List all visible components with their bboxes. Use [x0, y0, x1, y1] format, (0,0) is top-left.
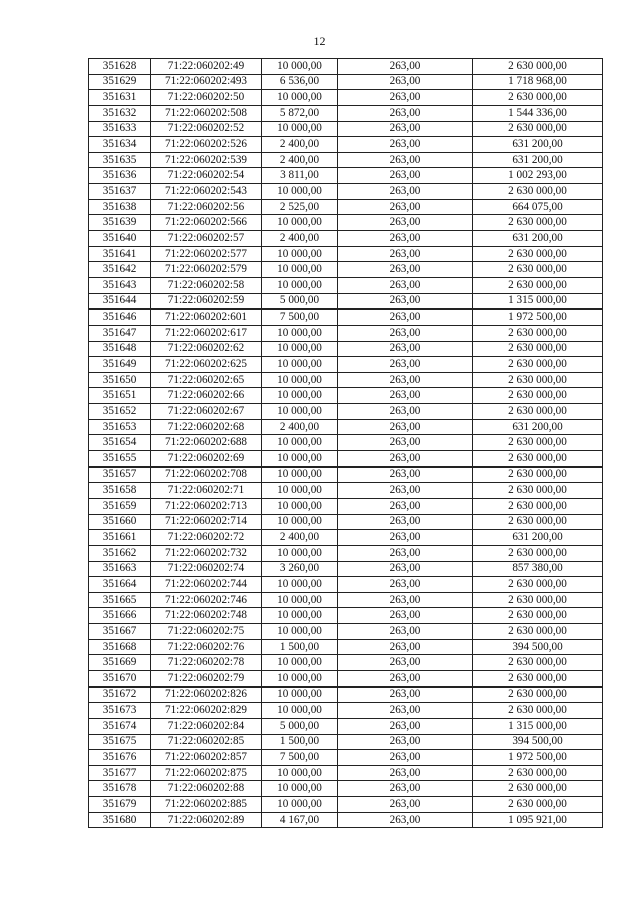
rate-cell: 263,00: [338, 184, 473, 200]
area-cell: 1 500,00: [262, 639, 338, 655]
rate-cell: 263,00: [338, 718, 473, 734]
rate-cell: 263,00: [338, 750, 473, 766]
table-row: [89, 781, 603, 797]
cadastral-number-cell: 71:22:060202:857: [151, 750, 262, 766]
cadastral-number-cell: 71:22:060202:69: [151, 451, 262, 467]
record-id-cell: 351672: [89, 687, 151, 703]
record-id-cell: 351638: [89, 199, 151, 215]
record-id-cell: 351639: [89, 215, 151, 231]
rate-cell: 263,00: [338, 137, 473, 153]
area-cell: 10 000,00: [262, 592, 338, 608]
cadastral-number-cell: 71:22:060202:543: [151, 184, 262, 200]
rate-cell: 263,00: [338, 246, 473, 262]
total-value-cell: 2 630 000,00: [473, 687, 603, 703]
record-id-cell: 351653: [89, 419, 151, 435]
total-value-cell: 631 200,00: [473, 137, 603, 153]
rate-cell: 263,00: [338, 561, 473, 577]
record-id-cell: 351673: [89, 703, 151, 719]
rate-cell: 263,00: [338, 467, 473, 483]
rate-cell: 263,00: [338, 703, 473, 719]
cadastral-number-cell: 71:22:060202:829: [151, 703, 262, 719]
table-row: [89, 309, 603, 325]
cadastral-number-cell: 71:22:060202:74: [151, 561, 262, 577]
area-cell: 10 000,00: [262, 781, 338, 797]
record-id-cell: 351637: [89, 184, 151, 200]
table-row: [89, 812, 603, 828]
rate-cell: 263,00: [338, 277, 473, 293]
rate-cell: 263,00: [338, 734, 473, 750]
cadastral-number-cell: 71:22:060202:566: [151, 215, 262, 231]
area-cell: 2 400,00: [262, 231, 338, 247]
total-value-cell: 2 630 000,00: [473, 404, 603, 420]
rate-cell: 263,00: [338, 90, 473, 106]
record-id-cell: 351640: [89, 231, 151, 247]
total-value-cell: 2 630 000,00: [473, 467, 603, 483]
rate-cell: 263,00: [338, 419, 473, 435]
cadastral-number-cell: 71:22:060202:688: [151, 435, 262, 451]
rate-cell: 263,00: [338, 262, 473, 278]
table-row: [89, 483, 603, 499]
cadastral-number-cell: 71:22:060202:577: [151, 246, 262, 262]
area-cell: 7 500,00: [262, 309, 338, 325]
area-cell: 10 000,00: [262, 624, 338, 640]
rate-cell: 263,00: [338, 577, 473, 593]
record-id-cell: 351649: [89, 357, 151, 373]
record-id-cell: 351662: [89, 545, 151, 561]
record-id-cell: 351628: [89, 59, 151, 75]
area-cell: 10 000,00: [262, 277, 338, 293]
rate-cell: 263,00: [338, 514, 473, 530]
table-body: [89, 59, 603, 828]
record-id-cell: 351648: [89, 341, 151, 357]
area-cell: 2 400,00: [262, 530, 338, 546]
table-row: [89, 514, 603, 530]
cadastral-number-cell: 71:22:060202:50: [151, 90, 262, 106]
cadastral-number-cell: 71:22:060202:89: [151, 812, 262, 828]
table-row: [89, 451, 603, 467]
cadastral-number-cell: 71:22:060202:617: [151, 325, 262, 341]
rate-cell: 263,00: [338, 687, 473, 703]
rate-cell: 263,00: [338, 812, 473, 828]
cadastral-number-cell: 71:22:060202:79: [151, 670, 262, 686]
total-value-cell: 1 002 293,00: [473, 168, 603, 184]
total-value-cell: 2 630 000,00: [473, 514, 603, 530]
table-row: [89, 670, 603, 686]
table-row: [89, 419, 603, 435]
record-id-cell: 351678: [89, 781, 151, 797]
table-row: [89, 750, 603, 766]
record-id-cell: 351661: [89, 530, 151, 546]
area-cell: 2 400,00: [262, 152, 338, 168]
cadastral-number-cell: 71:22:060202:54: [151, 168, 262, 184]
area-cell: 6 536,00: [262, 74, 338, 90]
area-cell: 10 000,00: [262, 372, 338, 388]
cadastral-number-cell: 71:22:060202:72: [151, 530, 262, 546]
record-id-cell: 351652: [89, 404, 151, 420]
record-id-cell: 351642: [89, 262, 151, 278]
total-value-cell: 2 630 000,00: [473, 246, 603, 262]
total-value-cell: 2 630 000,00: [473, 483, 603, 499]
cadastral-number-cell: 71:22:060202:579: [151, 262, 262, 278]
cadastral-number-cell: 71:22:060202:62: [151, 341, 262, 357]
table-row: [89, 388, 603, 404]
cadastral-number-cell: 71:22:060202:885: [151, 797, 262, 813]
area-cell: 10 000,00: [262, 498, 338, 514]
rate-cell: 263,00: [338, 152, 473, 168]
area-cell: 10 000,00: [262, 357, 338, 373]
record-id-cell: 351632: [89, 105, 151, 121]
total-value-cell: 2 630 000,00: [473, 498, 603, 514]
table-row: [89, 639, 603, 655]
rate-cell: 263,00: [338, 545, 473, 561]
table-row: [89, 137, 603, 153]
rate-cell: 263,00: [338, 608, 473, 624]
record-id-cell: 351663: [89, 561, 151, 577]
total-value-cell: 2 630 000,00: [473, 608, 603, 624]
record-id-cell: 351634: [89, 137, 151, 153]
table-row: [89, 59, 603, 75]
total-value-cell: 2 630 000,00: [473, 184, 603, 200]
record-id-cell: 351674: [89, 718, 151, 734]
table-row: [89, 545, 603, 561]
total-value-cell: 1 718 968,00: [473, 74, 603, 90]
cadastral-number-cell: 71:22:060202:826: [151, 687, 262, 703]
total-value-cell: 2 630 000,00: [473, 121, 603, 137]
cadastral-number-cell: 71:22:060202:508: [151, 105, 262, 121]
area-cell: 3 260,00: [262, 561, 338, 577]
rate-cell: 263,00: [338, 231, 473, 247]
page-number: 12: [313, 34, 326, 48]
total-value-cell: 1 972 500,00: [473, 309, 603, 325]
area-cell: 10 000,00: [262, 404, 338, 420]
table-row: [89, 608, 603, 624]
total-value-cell: 2 630 000,00: [473, 277, 603, 293]
total-value-cell: 2 630 000,00: [473, 388, 603, 404]
cadastral-number-cell: 71:22:060202:708: [151, 467, 262, 483]
area-cell: 7 500,00: [262, 750, 338, 766]
rate-cell: 263,00: [338, 309, 473, 325]
cadastral-number-cell: 71:22:060202:78: [151, 655, 262, 671]
record-id-cell: 351650: [89, 372, 151, 388]
record-id-cell: 351660: [89, 514, 151, 530]
table-row: [89, 718, 603, 734]
cadastral-number-cell: 71:22:060202:526: [151, 137, 262, 153]
rate-cell: 263,00: [338, 498, 473, 514]
rate-cell: 263,00: [338, 168, 473, 184]
cadastral-number-cell: 71:22:060202:601: [151, 309, 262, 325]
cadastral-number-cell: 71:22:060202:52: [151, 121, 262, 137]
table-row: [89, 404, 603, 420]
cadastral-number-cell: 71:22:060202:66: [151, 388, 262, 404]
area-cell: 5 000,00: [262, 718, 338, 734]
cadastral-number-cell: 71:22:060202:539: [151, 152, 262, 168]
cadastral-number-cell: 71:22:060202:58: [151, 277, 262, 293]
total-value-cell: 2 630 000,00: [473, 435, 603, 451]
rate-cell: 263,00: [338, 199, 473, 215]
total-value-cell: 2 630 000,00: [473, 215, 603, 231]
area-cell: 10 000,00: [262, 388, 338, 404]
table-row: [89, 168, 603, 184]
record-id-cell: 351668: [89, 639, 151, 655]
rate-cell: 263,00: [338, 121, 473, 137]
table-row: [89, 293, 603, 309]
record-id-cell: 351680: [89, 812, 151, 828]
record-id-cell: 351676: [89, 750, 151, 766]
total-value-cell: 1 972 500,00: [473, 750, 603, 766]
cadastral-number-cell: 71:22:060202:75: [151, 624, 262, 640]
rate-cell: 263,00: [338, 655, 473, 671]
record-id-cell: 351631: [89, 90, 151, 106]
area-cell: 10 000,00: [262, 435, 338, 451]
record-id-cell: 351666: [89, 608, 151, 624]
cadastral-number-cell: 71:22:060202:49: [151, 59, 262, 75]
total-value-cell: 664 075,00: [473, 199, 603, 215]
rate-cell: 263,00: [338, 215, 473, 231]
total-value-cell: 1 315 000,00: [473, 718, 603, 734]
cadastral-number-cell: 71:22:060202:732: [151, 545, 262, 561]
total-value-cell: 1 544 336,00: [473, 105, 603, 121]
area-cell: 2 400,00: [262, 137, 338, 153]
area-cell: 4 167,00: [262, 812, 338, 828]
record-id-cell: 351641: [89, 246, 151, 262]
area-cell: 2 525,00: [262, 199, 338, 215]
table-row: [89, 577, 603, 593]
area-cell: 5 872,00: [262, 105, 338, 121]
area-cell: 10 000,00: [262, 514, 338, 530]
total-value-cell: 2 630 000,00: [473, 545, 603, 561]
total-value-cell: 2 630 000,00: [473, 341, 603, 357]
cadastral-number-cell: 71:22:060202:875: [151, 765, 262, 781]
rate-cell: 263,00: [338, 797, 473, 813]
area-cell: 10 000,00: [262, 59, 338, 75]
total-value-cell: 2 630 000,00: [473, 703, 603, 719]
table-row: [89, 105, 603, 121]
table-row: [89, 530, 603, 546]
cadastral-number-cell: 71:22:060202:88: [151, 781, 262, 797]
rate-cell: 263,00: [338, 592, 473, 608]
cadastral-number-cell: 71:22:060202:493: [151, 74, 262, 90]
table-row: [89, 231, 603, 247]
total-value-cell: 631 200,00: [473, 530, 603, 546]
cadastral-number-cell: 71:22:060202:714: [151, 514, 262, 530]
area-cell: 5 000,00: [262, 293, 338, 309]
cadastral-number-cell: 71:22:060202:746: [151, 592, 262, 608]
total-value-cell: 1 315 000,00: [473, 293, 603, 309]
record-id-cell: 351667: [89, 624, 151, 640]
total-value-cell: 2 630 000,00: [473, 357, 603, 373]
cadastral-number-cell: 71:22:060202:56: [151, 199, 262, 215]
rate-cell: 263,00: [338, 530, 473, 546]
record-id-cell: 351646: [89, 309, 151, 325]
area-cell: 10 000,00: [262, 121, 338, 137]
total-value-cell: 2 630 000,00: [473, 325, 603, 341]
cadastral-number-cell: 71:22:060202:57: [151, 231, 262, 247]
table-row: [89, 357, 603, 373]
table-row: [89, 687, 603, 703]
rate-cell: 263,00: [338, 435, 473, 451]
area-cell: 10 000,00: [262, 262, 338, 278]
area-cell: 10 000,00: [262, 451, 338, 467]
table-row: [89, 467, 603, 483]
total-value-cell: 631 200,00: [473, 152, 603, 168]
area-cell: 1 500,00: [262, 734, 338, 750]
record-id-cell: 351635: [89, 152, 151, 168]
area-cell: 10 000,00: [262, 765, 338, 781]
table-row: [89, 655, 603, 671]
table-row: [89, 734, 603, 750]
area-cell: 10 000,00: [262, 545, 338, 561]
total-value-cell: 857 380,00: [473, 561, 603, 577]
table-row: [89, 199, 603, 215]
record-id-cell: 351644: [89, 293, 151, 309]
table-row: [89, 797, 603, 813]
rate-cell: 263,00: [338, 372, 473, 388]
table-row: [89, 435, 603, 451]
cadastral-number-cell: 71:22:060202:744: [151, 577, 262, 593]
table-row: [89, 184, 603, 200]
record-id-cell: 351670: [89, 670, 151, 686]
record-id-cell: 351654: [89, 435, 151, 451]
total-value-cell: 2 630 000,00: [473, 451, 603, 467]
total-value-cell: 2 630 000,00: [473, 765, 603, 781]
record-id-cell: 351636: [89, 168, 151, 184]
rate-cell: 263,00: [338, 781, 473, 797]
cadastral-number-cell: 71:22:060202:85: [151, 734, 262, 750]
cadastral-number-cell: 71:22:060202:59: [151, 293, 262, 309]
rate-cell: 263,00: [338, 59, 473, 75]
table-row: [89, 121, 603, 137]
area-cell: 10 000,00: [262, 325, 338, 341]
rate-cell: 263,00: [338, 404, 473, 420]
table-row: [89, 152, 603, 168]
record-id-cell: 351677: [89, 765, 151, 781]
cadastral-number-cell: 71:22:060202:67: [151, 404, 262, 420]
record-id-cell: 351633: [89, 121, 151, 137]
area-cell: 10 000,00: [262, 670, 338, 686]
table-row: [89, 372, 603, 388]
area-cell: 10 000,00: [262, 90, 338, 106]
record-id-cell: 351655: [89, 451, 151, 467]
rate-cell: 263,00: [338, 293, 473, 309]
total-value-cell: 2 630 000,00: [473, 670, 603, 686]
rate-cell: 263,00: [338, 357, 473, 373]
cadastral-number-cell: 71:22:060202:68: [151, 419, 262, 435]
rate-cell: 263,00: [338, 624, 473, 640]
rate-cell: 263,00: [338, 765, 473, 781]
table-row: [89, 498, 603, 514]
table-row: [89, 262, 603, 278]
total-value-cell: 631 200,00: [473, 231, 603, 247]
table-row: [89, 624, 603, 640]
area-cell: 10 000,00: [262, 215, 338, 231]
rate-cell: 263,00: [338, 483, 473, 499]
table-row: [89, 90, 603, 106]
area-cell: 10 000,00: [262, 655, 338, 671]
cadastral-number-cell: 71:22:060202:71: [151, 483, 262, 499]
total-value-cell: 2 630 000,00: [473, 592, 603, 608]
total-value-cell: 2 630 000,00: [473, 262, 603, 278]
total-value-cell: 2 630 000,00: [473, 781, 603, 797]
record-id-cell: 351679: [89, 797, 151, 813]
area-cell: 2 400,00: [262, 419, 338, 435]
record-id-cell: 351659: [89, 498, 151, 514]
total-value-cell: 394 500,00: [473, 639, 603, 655]
area-cell: 10 000,00: [262, 608, 338, 624]
area-cell: 3 811,00: [262, 168, 338, 184]
rate-cell: 263,00: [338, 74, 473, 90]
record-id-cell: 351657: [89, 467, 151, 483]
total-value-cell: 2 630 000,00: [473, 59, 603, 75]
table-row: [89, 325, 603, 341]
rate-cell: 263,00: [338, 325, 473, 341]
area-cell: 10 000,00: [262, 703, 338, 719]
record-id-cell: 351658: [89, 483, 151, 499]
area-cell: 10 000,00: [262, 246, 338, 262]
table-row: [89, 765, 603, 781]
cadastral-number-cell: 71:22:060202:748: [151, 608, 262, 624]
table-row: [89, 74, 603, 90]
cadastral-number-cell: 71:22:060202:625: [151, 357, 262, 373]
record-id-cell: 351643: [89, 277, 151, 293]
total-value-cell: 2 630 000,00: [473, 624, 603, 640]
table-row: [89, 341, 603, 357]
rate-cell: 263,00: [338, 451, 473, 467]
cadastral-number-cell: 71:22:060202:84: [151, 718, 262, 734]
area-cell: 10 000,00: [262, 483, 338, 499]
total-value-cell: 2 630 000,00: [473, 372, 603, 388]
area-cell: 10 000,00: [262, 577, 338, 593]
total-value-cell: 2 630 000,00: [473, 90, 603, 106]
rate-cell: 263,00: [338, 639, 473, 655]
rate-cell: 263,00: [338, 341, 473, 357]
area-cell: 10 000,00: [262, 184, 338, 200]
total-value-cell: 394 500,00: [473, 734, 603, 750]
cadastral-number-cell: 71:22:060202:76: [151, 639, 262, 655]
table-row: [89, 561, 603, 577]
area-cell: 10 000,00: [262, 687, 338, 703]
cadastral-number-cell: 71:22:060202:65: [151, 372, 262, 388]
record-id-cell: 351651: [89, 388, 151, 404]
rate-cell: 263,00: [338, 670, 473, 686]
table-row: [89, 703, 603, 719]
rate-cell: 263,00: [338, 105, 473, 121]
record-id-cell: 351675: [89, 734, 151, 750]
table-row: [89, 592, 603, 608]
total-value-cell: 631 200,00: [473, 419, 603, 435]
record-id-cell: 351664: [89, 577, 151, 593]
total-value-cell: 1 095 921,00: [473, 812, 603, 828]
total-value-cell: 2 630 000,00: [473, 577, 603, 593]
record-id-cell: 351669: [89, 655, 151, 671]
table-row: [89, 246, 603, 262]
total-value-cell: 2 630 000,00: [473, 797, 603, 813]
total-value-cell: 2 630 000,00: [473, 655, 603, 671]
table-row: [89, 215, 603, 231]
record-id-cell: 351629: [89, 74, 151, 90]
area-cell: 10 000,00: [262, 467, 338, 483]
area-cell: 10 000,00: [262, 341, 338, 357]
rate-cell: 263,00: [338, 388, 473, 404]
area-cell: 10 000,00: [262, 797, 338, 813]
land-plots-table: [88, 58, 603, 828]
record-id-cell: 351647: [89, 325, 151, 341]
record-id-cell: 351665: [89, 592, 151, 608]
cadastral-number-cell: 71:22:060202:713: [151, 498, 262, 514]
table-row: [89, 277, 603, 293]
